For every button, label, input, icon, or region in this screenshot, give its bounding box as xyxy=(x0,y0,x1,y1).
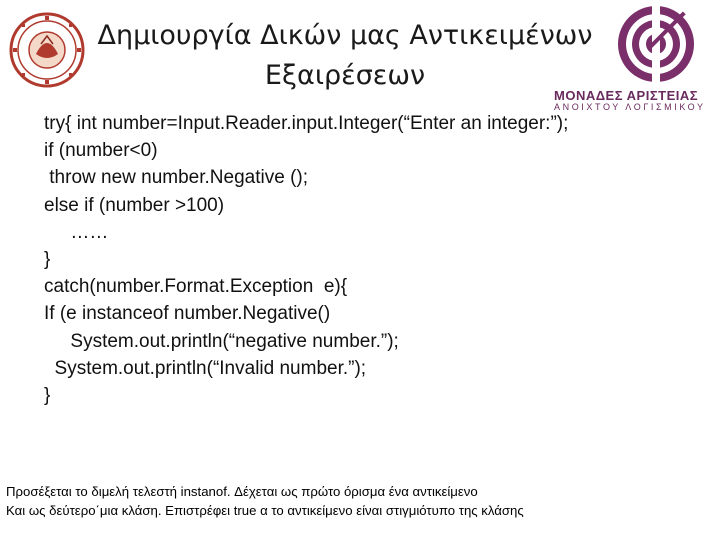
note-line-2: Και ως δεύτερο΄μια κλάση. Επιστρέφει true α το αντικείμενο είναι στιγμιότυπο της κλάσης xyxy=(6,503,524,518)
note-line-1: Προσέξεται το διμελή τελεστή instanof. Δέχεται ως πρώτο όρισμα ένα αντικείμενο xyxy=(6,484,478,499)
brand-name: ΜΟΝΑΔΕΣ ΑΡΙΣΤΕΙΑΣ xyxy=(554,88,699,103)
title-line-1: Δημιουργία Δικών μας Αντικειμένων xyxy=(97,20,593,51)
code-block xyxy=(44,110,684,409)
university-seal-icon xyxy=(8,10,86,90)
code-line: } xyxy=(44,384,51,406)
code-line: …… xyxy=(44,221,109,243)
slide-title xyxy=(80,16,610,96)
code-line: System.out.println(“negative number.”); xyxy=(44,330,399,352)
code-line: System.out.println(“Invalid number.”); xyxy=(44,357,367,379)
code-line: catch(number.Format.Exception e){ xyxy=(44,276,348,298)
code-line: } xyxy=(44,248,51,270)
footer-note xyxy=(6,482,718,520)
code-line: throw new number.Negative (); xyxy=(44,167,309,189)
code-line: if (number<0) xyxy=(44,140,158,162)
brand-subtitle: ΑΝΟΙΧΤΟΥ ΛΟΓΙΣΜΙΚΟΥ xyxy=(554,102,706,112)
code-line: try{ int number=Input.Reader.input.Integer(“Enter an integer:”); xyxy=(44,113,569,134)
title-line-2: Εξαιρέσεων xyxy=(264,60,426,91)
code-line: else if (number >100) xyxy=(44,194,225,216)
code-line: If (e instanceof number.Negative() xyxy=(44,303,331,325)
